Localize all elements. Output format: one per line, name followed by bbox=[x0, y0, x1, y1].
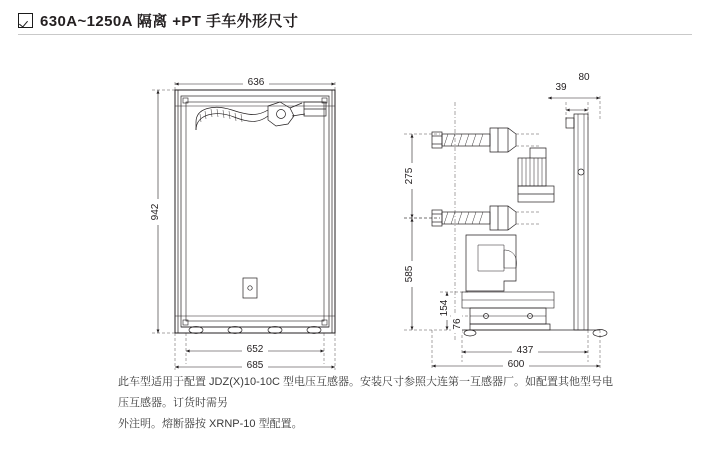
dim-label-437: 437 bbox=[516, 345, 534, 356]
dim-label-154: 154 bbox=[439, 299, 450, 317]
dim-label-39: 39 bbox=[555, 82, 567, 93]
footnote-line-1: 此车型适用于配置 JDZ(X)10-10C 型电压互感器。安装尺寸参照大连第一互感器厂。如配置其他型号电压互感器。订货时需另 bbox=[118, 376, 614, 409]
footnote bbox=[118, 372, 618, 435]
dim-label-76: 76 bbox=[452, 318, 463, 330]
dim-label-942: 942 bbox=[150, 203, 161, 221]
section-header bbox=[18, 10, 298, 31]
dim-label-636: 636 bbox=[247, 77, 265, 88]
checkbox-checked-icon bbox=[18, 13, 33, 28]
page-title: 630A~1250A 隔离 +PT 手车外形尺寸 bbox=[40, 13, 299, 30]
footnote-line-2: 外注明。熔断器按 XRNP-10 型配置。 bbox=[118, 417, 303, 430]
dim-label-652: 652 bbox=[246, 344, 264, 355]
header-divider bbox=[18, 34, 692, 35]
dim-label-275: 275 bbox=[404, 167, 415, 185]
dim-label-585: 585 bbox=[404, 265, 415, 283]
dim-label-600: 600 bbox=[507, 359, 525, 370]
dim-label-80: 80 bbox=[578, 72, 590, 83]
dim-label-685: 685 bbox=[246, 360, 264, 370]
technical-drawing bbox=[0, 40, 710, 370]
